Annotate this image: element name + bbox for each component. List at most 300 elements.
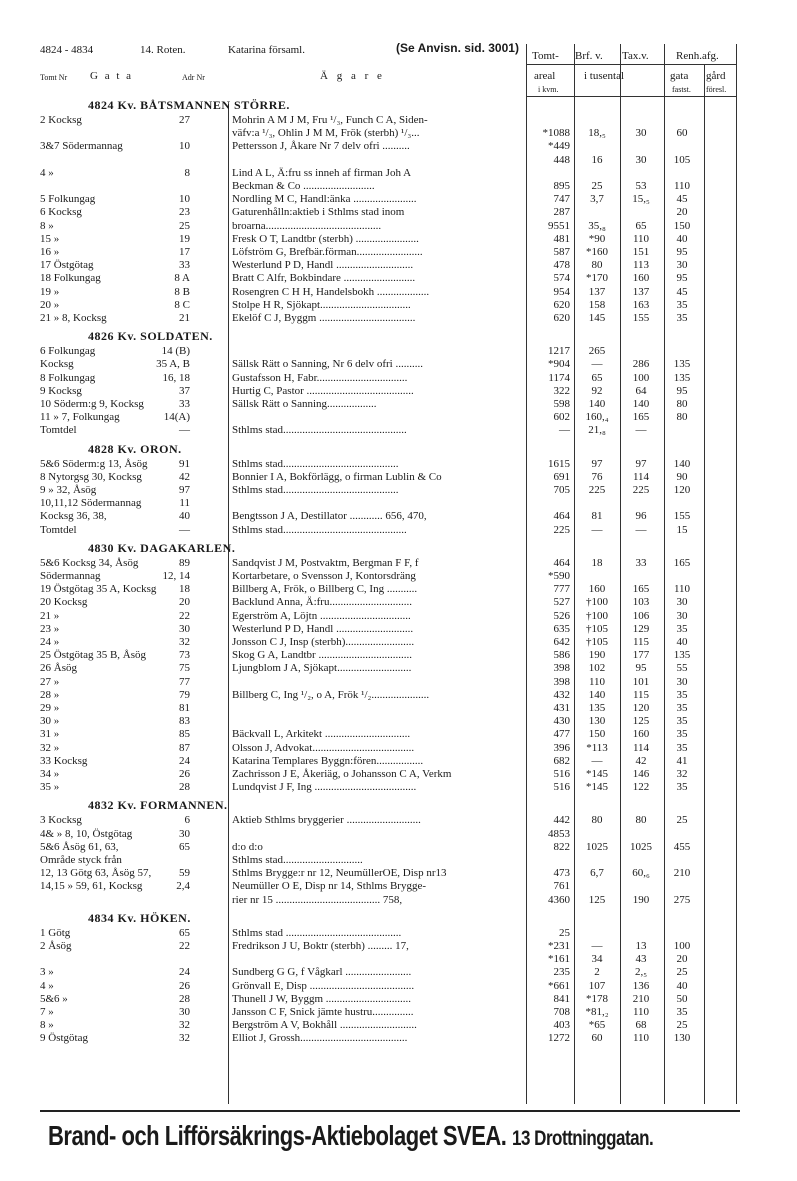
table-row: [0, 259, 797, 272]
street-address: 9 Östgötag: [40, 1032, 88, 1045]
owner-name: Sällsk Rätt o Sanning..................: [232, 398, 377, 410]
owner-name: Olsson J, Advokat.....................................: [232, 741, 415, 754]
street-address: 8 Nytorgsg 30, Kocksg: [40, 470, 142, 483]
address-number: 16, 18: [162, 371, 190, 384]
table-row: [0, 524, 797, 537]
address-number: 14 (B): [161, 345, 190, 358]
lot-area: 761: [553, 880, 570, 893]
table-row: [0, 768, 797, 781]
tax-value: 163: [632, 298, 650, 311]
street-address: 19 »: [40, 285, 60, 298]
owner-name: Jansson C F, Snick jämte hustru...............: [232, 1006, 414, 1018]
fire-insurance-value: 145: [588, 312, 606, 324]
street-address: 9 » 32, Åsög: [40, 484, 97, 496]
fire-insurance-value: 25: [591, 180, 603, 192]
owner-name: Westerlund P D, Handl ............................: [232, 622, 414, 635]
table-row: [0, 636, 797, 649]
tax-value: 137: [632, 285, 650, 298]
street-cleaning-fee: 80: [676, 411, 688, 424]
tax-value: —: [635, 424, 647, 437]
district: 14. Roten.: [140, 44, 186, 56]
address-number: 30: [179, 1006, 190, 1018]
lot-area: 225: [553, 523, 570, 536]
lot-area: 642: [553, 636, 570, 648]
street-cleaning-fee: 95: [676, 272, 688, 285]
owner-name: Mohrin A M J M, Fru ¹/₃, Funch C A, Siden-: [232, 114, 428, 126]
street-address: 5&6 Kocksg 34, Åsög: [40, 556, 139, 569]
lot-area: 478: [553, 259, 570, 272]
fire-insurance-value: 125: [588, 893, 606, 906]
owner-name: Sthlms stad..........................................: [232, 484, 399, 496]
street-address: 23 »: [40, 622, 60, 635]
tax-value: 100: [632, 371, 650, 384]
street-cleaning-fee: 80: [676, 398, 688, 410]
table-row: [0, 114, 797, 127]
table-row: [0, 623, 797, 636]
col-brf: Brf. v.: [575, 50, 603, 62]
table-row: [0, 867, 797, 880]
table-row: [0, 728, 797, 741]
street-address: 29 »: [40, 702, 60, 714]
street-address: 7 »: [40, 1006, 54, 1018]
street-cleaning-fee: 95: [676, 384, 688, 397]
tax-value: 122: [632, 781, 650, 794]
street-cleaning-fee: 30: [676, 259, 688, 272]
street-address: 6 Folkungag: [40, 345, 96, 358]
col-agare: Ä g a r e: [320, 70, 385, 82]
block-title: 4832 Kv. FORMANNEN.: [88, 798, 228, 813]
tax-value: 15,₅: [632, 193, 650, 206]
table-row: [0, 980, 797, 993]
table-row: [0, 927, 797, 940]
street-cleaning-fee: 155: [673, 510, 691, 523]
street-cleaning-fee: 20: [676, 953, 688, 966]
fire-insurance-value: 21,₈: [588, 424, 606, 437]
street-address: 12, 13 Götg 63, Åsög 57,: [40, 867, 152, 880]
fire-insurance-value: *160: [586, 246, 608, 258]
fire-insurance-value: 80: [591, 259, 603, 272]
lot-area: 322: [553, 384, 570, 397]
page-range: 4824 - 4834: [40, 44, 94, 56]
street-address: 1 Götg: [40, 926, 71, 939]
col-tusental: i tusental: [584, 70, 625, 82]
tax-value: 60,₆: [632, 867, 650, 880]
lot-area: 747: [553, 193, 570, 206]
street-address: 6 Kocksg: [40, 206, 82, 219]
address-number: 32: [179, 1032, 190, 1045]
table-row: [0, 372, 797, 385]
street-cleaning-fee: 35: [676, 622, 688, 635]
address-number: 73: [179, 649, 190, 662]
col-adr-nr: Adr Nr: [182, 73, 205, 82]
address-number: —: [179, 523, 190, 536]
tax-value: 115: [632, 636, 650, 648]
street-address: Tomtdel: [40, 424, 77, 437]
fire-insurance-value: 102: [588, 662, 606, 675]
lot-area: 620: [553, 312, 570, 324]
address-number: 26: [179, 979, 190, 992]
street-address: 31 »: [40, 728, 60, 741]
tax-value: 225: [632, 484, 650, 496]
fire-insurance-value: 2: [594, 966, 600, 979]
owner-name: Sthlms Brygge:r nr 12, NeumüllerOE, Disp nr13: [232, 867, 447, 880]
col-areal: areal: [534, 70, 556, 82]
street-address: 27 »: [40, 675, 60, 688]
street-address: 15 »: [40, 232, 60, 245]
lot-area: 398: [553, 675, 570, 688]
tax-value: 53: [635, 180, 647, 192]
owner-name: Egerström A, Löjtn .................................: [232, 609, 411, 622]
table-row: [0, 193, 797, 206]
street-address: 9 Kocksg: [40, 384, 82, 397]
address-number: 8 A: [174, 272, 190, 285]
address-number: 30: [179, 622, 190, 635]
street-cleaning-fee: 100: [673, 940, 691, 952]
owner-name: Gaturenhålln:aktieb i Sthlms stad inom: [232, 206, 405, 219]
address-number: 12, 14: [162, 570, 190, 582]
tax-value: 129: [632, 622, 650, 635]
address-number: 2,4: [176, 880, 190, 893]
tax-value: 120: [632, 702, 650, 714]
tax-value: 151: [632, 246, 650, 258]
table-row: [0, 828, 797, 841]
block-title: 4834 Kv. HÖKEN.: [88, 910, 191, 925]
fire-insurance-value: *81,₂: [585, 1006, 609, 1018]
lot-area: —: [559, 424, 570, 437]
owner-name: Neumüller O E, Disp nr 14, Sthlms Brygge-: [232, 880, 427, 893]
tax-value: 286: [632, 358, 650, 371]
street-cleaning-fee: 50: [676, 992, 688, 1005]
tax-value: 68: [635, 1019, 647, 1032]
tax-value: 114: [632, 741, 650, 754]
table-row: [0, 1006, 797, 1019]
street-address: 17 Östgötag: [40, 259, 94, 272]
table-row: [0, 993, 797, 1006]
owner-name: Westerlund P D, Handl ............................: [232, 259, 414, 272]
street-cleaning-fee: 110: [673, 180, 691, 192]
fire-insurance-value: 97: [591, 457, 603, 470]
fire-insurance-value: 137: [588, 285, 606, 298]
table-row: [0, 781, 797, 794]
fire-insurance-value: 107: [588, 979, 606, 992]
street-cleaning-fee: 35: [676, 741, 688, 754]
table-row: [0, 689, 797, 702]
table-row: [0, 510, 797, 523]
owner-name: Sthlms stad.............................: [232, 854, 363, 866]
lot-area: 464: [553, 510, 570, 523]
street-address: 4 »: [40, 166, 54, 179]
owner-name: Fredrikson J U, Boktr (sterbh) ......... 17,: [232, 940, 409, 952]
street-address: 3 »: [40, 966, 54, 979]
tax-value: 210: [632, 992, 650, 1005]
tax-value: 160: [632, 272, 650, 285]
street-address: 5&6 »: [40, 992, 68, 1005]
col-gata2: gata: [670, 70, 689, 82]
table-row: [0, 702, 797, 715]
fire-insurance-value: 18,₅: [588, 127, 606, 140]
lot-area: 403: [553, 1019, 570, 1032]
tax-value: 115: [632, 688, 650, 701]
address-number: 24: [179, 966, 190, 979]
address-number: 19: [179, 232, 190, 245]
table-row: [0, 596, 797, 609]
owner-name: Bengtsson J A, Destillator ............ 656, 470,: [232, 510, 427, 523]
lot-area: *1088: [542, 127, 570, 140]
col-foresl: föresl.: [706, 85, 727, 94]
fire-insurance-value: 76: [591, 470, 603, 483]
tax-value: —: [635, 523, 647, 536]
table-row: [0, 398, 797, 411]
street-cleaning-fee: 41: [676, 754, 688, 767]
tax-value: 2,₅: [634, 966, 648, 979]
owner-name: Sällsk Rätt o Sanning, Nr 6 delv ofri ..........: [232, 358, 423, 371]
tax-value: 114: [632, 470, 650, 483]
lot-area: 705: [553, 484, 570, 496]
table-row: [0, 1032, 797, 1045]
fire-insurance-value: †100: [586, 609, 608, 622]
address-number: 6: [184, 814, 190, 827]
fire-insurance-value: 1025: [586, 840, 608, 853]
street-address: 4 »: [40, 979, 54, 992]
fire-insurance-value: 16: [591, 153, 603, 166]
street-address: Kocksg: [40, 358, 74, 371]
table-row: [0, 841, 797, 854]
street-address: 3 Kocksg: [40, 814, 82, 827]
lot-area: 598: [553, 398, 570, 410]
lot-area: *231: [548, 940, 570, 952]
address-number: 77: [179, 675, 190, 688]
fire-insurance-value: 34: [591, 953, 603, 966]
address-number: 26: [179, 768, 190, 780]
owner-name: väfv:a ¹/₃, Ohlin J M M, Frök (sterbh) ¹/₃...: [232, 127, 420, 140]
address-number: 91: [179, 457, 190, 470]
lot-area: 396: [553, 741, 570, 754]
owner-name: broarna..........................................: [232, 219, 382, 232]
street-cleaning-fee: 32: [676, 768, 688, 780]
tax-value: 13: [635, 940, 647, 952]
lot-area: 1217: [548, 345, 570, 358]
table-row: [0, 880, 797, 893]
table-row: [0, 894, 797, 907]
table-row: [0, 484, 797, 497]
col-gard: gård: [706, 70, 726, 82]
street-cleaning-fee: 130: [673, 1032, 691, 1045]
street-address: 16 »: [40, 246, 60, 258]
owner-name: Sthlms stad..........................................: [232, 457, 399, 470]
street-cleaning-fee: 40: [676, 979, 688, 992]
street-cleaning-fee: 120: [673, 484, 691, 496]
lot-area: 481: [553, 232, 570, 245]
lot-area: 708: [553, 1006, 570, 1018]
address-number: 89: [179, 556, 190, 569]
tax-value: 155: [632, 312, 650, 324]
tax-value: 165: [632, 411, 650, 424]
street-cleaning-fee: 30: [676, 596, 688, 609]
street-address: 10,11,12 Södermannag: [40, 497, 142, 510]
lot-area: 1272: [548, 1032, 570, 1045]
address-number: 8 C: [174, 298, 190, 311]
tax-value: 146: [632, 768, 650, 780]
street-cleaning-fee: 40: [676, 232, 688, 245]
tax-value: 140: [632, 398, 650, 410]
street-address: 14,15 » 59, 61, Kocksg: [40, 880, 143, 893]
tax-value: 80: [635, 814, 647, 827]
fire-insurance-value: 35,₈: [588, 219, 606, 232]
street-cleaning-fee: 105: [673, 153, 691, 166]
lot-area: 448: [553, 153, 570, 166]
address-number: 97: [179, 484, 190, 496]
street-cleaning-fee: 30: [676, 609, 688, 622]
street-cleaning-fee: 150: [673, 219, 691, 232]
tax-value: 96: [635, 510, 647, 523]
street-address: 32 »: [40, 741, 60, 754]
ad-rule: [40, 1110, 740, 1112]
lot-area: 442: [553, 814, 570, 827]
lot-area: 620: [553, 298, 570, 311]
owner-name: Bonnier I A, Bokförlägg, o firman Lublin & Co: [232, 470, 442, 483]
table-row: [0, 206, 797, 219]
col-tomt: Tomt-: [532, 50, 559, 62]
address-number: 21: [179, 312, 190, 324]
lot-area: 4853: [548, 827, 570, 840]
street-cleaning-fee: 25: [676, 966, 688, 979]
street-cleaning-fee: 210: [673, 867, 691, 880]
fire-insurance-value: 140: [588, 688, 606, 701]
owner-name: Fresk O T, Landtbr (sterbh) .......................: [232, 232, 419, 245]
lot-area: 586: [553, 649, 570, 662]
lot-area: 777: [553, 583, 570, 596]
owner-name: Sandqvist J M, Postvaktm, Bergman F F, f: [232, 556, 419, 569]
fire-insurance-value: 81: [591, 510, 603, 523]
owner-name: Lind A L, Ä:fru ss inneh af firman Joh A: [232, 166, 412, 179]
tax-value: 42: [635, 754, 647, 767]
lot-area: 682: [553, 754, 570, 767]
street-cleaning-fee: 45: [676, 193, 688, 206]
table-row: [0, 246, 797, 259]
street-address: 8 Folkungag: [40, 371, 96, 384]
street-cleaning-fee: 140: [673, 457, 691, 470]
tax-value: 177: [632, 649, 650, 662]
col-gata: G a t a: [90, 70, 134, 82]
street-cleaning-fee: 90: [676, 470, 688, 483]
address-number: 22: [179, 940, 190, 952]
street-address: 21 » 8, Kocksg: [40, 312, 107, 324]
street-cleaning-fee: 35: [676, 688, 688, 701]
owner-name: Rosengren C H H, Handelsbokh ...................: [232, 285, 430, 298]
table-row: [0, 676, 797, 689]
lot-area: 516: [553, 768, 570, 780]
street-address: Södermannag: [40, 570, 101, 582]
address-number: 32: [179, 636, 190, 648]
lot-area: 432: [553, 688, 570, 701]
street-address: 34 »: [40, 768, 60, 780]
tax-value: 1025: [630, 840, 652, 853]
address-number: 28: [179, 781, 190, 794]
owner-name: Bratt C Alfr, Bokbindare ..........................: [232, 272, 416, 285]
owner-name: Thunell J W, Byggm ...............................: [232, 992, 412, 1005]
street-address: 20 Kocksg: [40, 596, 88, 609]
street-address: 5&6 Åsög 61, 63,: [40, 840, 119, 853]
tax-value: 101: [632, 675, 650, 688]
col-fastst: fastst.: [672, 85, 691, 94]
address-number: 33: [179, 259, 190, 272]
lot-area: 516: [553, 781, 570, 794]
street-cleaning-fee: 20: [676, 206, 688, 219]
fire-insurance-value: —: [591, 523, 603, 536]
fire-insurance-value: 6,7: [590, 867, 604, 880]
table-row: [0, 742, 797, 755]
lot-area: 574: [553, 272, 570, 285]
table-row: [0, 662, 797, 675]
owner-name: Gustafsson H, Fabr.................................: [232, 371, 408, 384]
fire-insurance-value: 190: [588, 649, 606, 662]
street-address: 24 »: [40, 636, 60, 648]
tax-value: 110: [632, 1032, 650, 1045]
owner-name: Lundqvist J F, Ing .....................................: [232, 781, 417, 794]
lot-area: 430: [553, 715, 570, 728]
street-cleaning-fee: 35: [676, 298, 688, 311]
table-row: [0, 411, 797, 424]
street-cleaning-fee: 35: [676, 312, 688, 324]
address-number: 10: [179, 193, 190, 206]
tax-value: 65: [635, 219, 647, 232]
address-number: 79: [179, 688, 190, 701]
tax-value: 43: [635, 953, 647, 966]
table-row: [0, 610, 797, 623]
owner-name: Bäckvall L, Arkitekt ...............................: [232, 728, 411, 741]
address-number: 11: [179, 497, 190, 510]
street-address: 18 Folkungag: [40, 272, 101, 285]
table-row: [0, 299, 797, 312]
table-row: [0, 154, 797, 167]
street-cleaning-fee: 35: [676, 702, 688, 714]
street-cleaning-fee: 45: [676, 285, 688, 298]
table-row: [0, 854, 797, 867]
fire-insurance-value: †100: [586, 596, 608, 609]
address-number: 10: [179, 140, 190, 153]
table-row: [0, 358, 797, 371]
lot-area: 235: [553, 966, 570, 979]
table-row: [0, 649, 797, 662]
street-address: 28 »: [40, 688, 60, 701]
see-reference: (Se Anvisn. sid. 3001): [396, 41, 519, 55]
street-address: 26 Åsög: [40, 662, 77, 675]
street-cleaning-fee: 25: [676, 1019, 688, 1032]
address-number: 14(A): [163, 411, 190, 424]
lot-area: 587: [553, 246, 570, 258]
owner-name: Billberg C, Ing ¹/₂, o A, Frök ¹/₂.....................: [232, 688, 430, 701]
fire-insurance-value: 150: [588, 728, 606, 741]
lot-area: 954: [553, 285, 570, 298]
address-number: 32: [179, 1019, 190, 1032]
lot-area: 464: [553, 556, 570, 569]
col-tomt-nr: Tomt Nr: [40, 73, 68, 82]
col-kvm: i kvm.: [538, 85, 559, 94]
lot-area: 1174: [548, 371, 570, 384]
lot-area: 526: [553, 609, 570, 622]
address-number: 75: [179, 662, 190, 675]
address-number: 40: [179, 510, 190, 523]
lot-area: *590: [548, 570, 570, 582]
owner-name: Elliot J, Grossh.......................................: [232, 1032, 408, 1045]
lot-area: 602: [553, 411, 570, 424]
street-cleaning-fee: 95: [676, 246, 688, 258]
fire-insurance-value: *145: [586, 768, 608, 780]
street-address: 30 »: [40, 715, 60, 728]
lot-area: *904: [548, 358, 570, 371]
street-address: 11 » 7, Folkungag: [40, 411, 120, 424]
owner-name: Hurtig C, Pastor .......................................: [232, 384, 414, 397]
